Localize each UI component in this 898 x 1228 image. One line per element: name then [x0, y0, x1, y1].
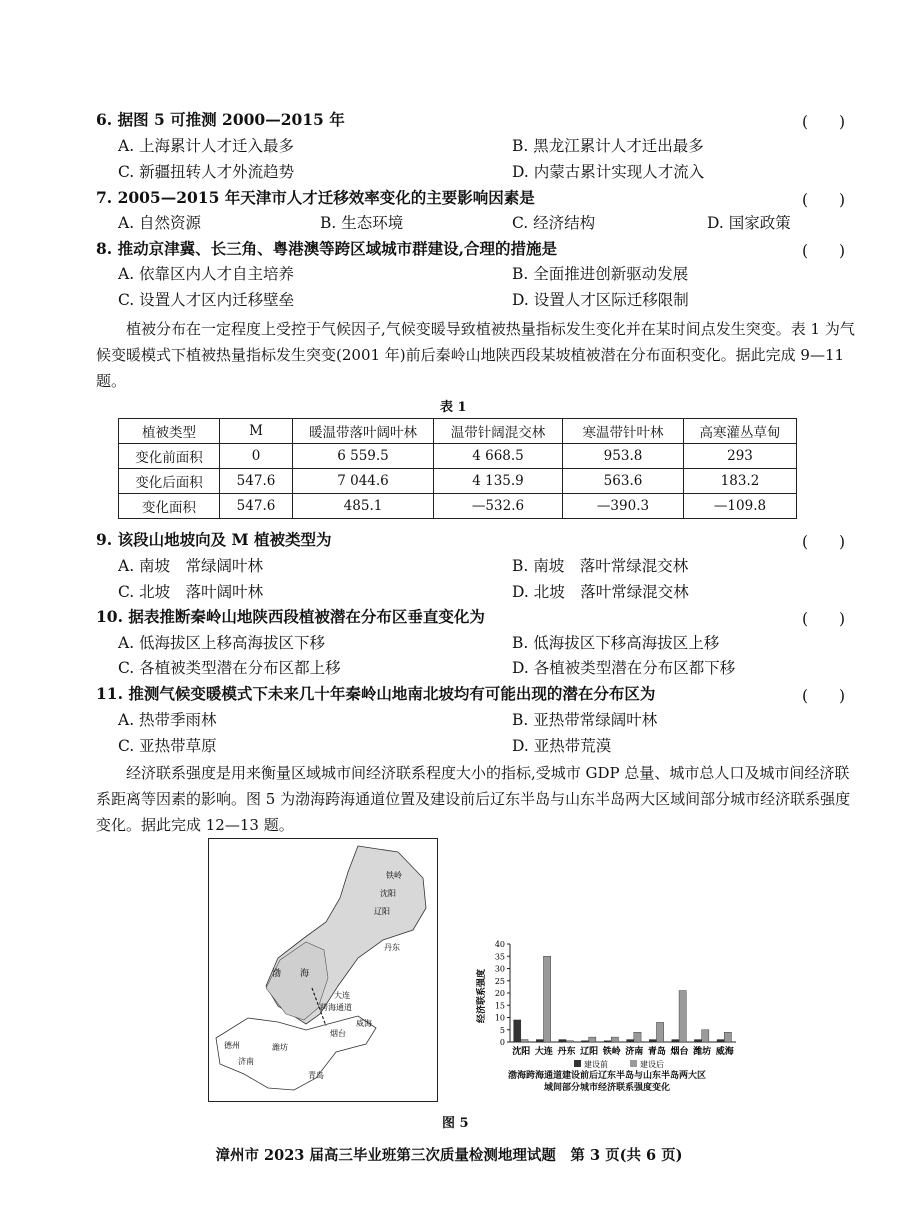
- map-label-qingdao: 青岛: [308, 1071, 324, 1080]
- table-cell: 4 668.5: [434, 444, 563, 469]
- table-header-cell: 植被类型: [119, 419, 220, 444]
- table-header-cell: M: [220, 419, 293, 444]
- map-label-jinan: 济南: [238, 1057, 254, 1066]
- table-cell: 563.6: [563, 469, 684, 494]
- chart-caption: 渤海跨海通道建设前后辽东半岛与山东半岛两大区域间部分城市经济联系强度变化: [507, 1071, 706, 1093]
- table-cell: 变化前面积: [119, 444, 220, 469]
- table-row: [119, 444, 797, 469]
- table-cell: 变化后面积: [119, 469, 220, 494]
- option-8b[interactable]: B. 全面推进创新驱动发展: [512, 265, 689, 283]
- table-cell: —532.6: [434, 494, 563, 519]
- option-7c[interactable]: C. 经济结构: [512, 214, 596, 232]
- chart-bar-before: [559, 1040, 566, 1042]
- chart-bar-before: [604, 1041, 611, 1042]
- option-6c[interactable]: C. 新疆扭转人才外流趋势: [118, 163, 295, 181]
- option-6d[interactable]: D. 内蒙古累计实现人才流入: [512, 163, 705, 181]
- chart-bar-before: [514, 1020, 521, 1042]
- vegetation-table: [118, 418, 797, 519]
- table-cell: 7 044.6: [293, 469, 434, 494]
- chart-x-label: 烟台: [670, 1047, 689, 1057]
- answer-paren-6[interactable]: ( ): [802, 113, 846, 131]
- table-cell: —109.8: [684, 494, 797, 519]
- table-header-cell: 高寒灌丛草甸: [684, 419, 797, 444]
- option-9b[interactable]: B. 南坡 落叶常绿混交林: [512, 557, 689, 575]
- question-7-stem: 7. 2005—2015 年天津市人才迁移效率变化的主要影响因素是: [96, 188, 535, 207]
- page-footer: 漳州市 2023 届高三毕业班第三次质量检测地理试题 第 3 页(共 6 页): [215, 1147, 683, 1164]
- chart-x-label: 青岛: [647, 1047, 666, 1057]
- table-cell: 547.6: [220, 469, 293, 494]
- option-9a[interactable]: A. 南坡 常绿阔叶林: [118, 557, 264, 575]
- chart-y-tick-label: 0: [499, 1038, 505, 1047]
- chart-bar-after: [611, 1037, 618, 1042]
- chart-x-label: 威海: [715, 1047, 734, 1057]
- map-label-tieling: 铁岭: [386, 871, 402, 880]
- option-10a[interactable]: A. 低海拔区上移高海拔区下移: [118, 634, 326, 652]
- map-label-hai: 海: [300, 969, 310, 979]
- option-10c[interactable]: C. 各植被类型潜在分布区都上移: [118, 659, 341, 677]
- option-8c[interactable]: C. 设置人才区内迁移壁垒: [118, 291, 295, 309]
- chart-y-tick-label: 20: [494, 989, 505, 998]
- chart-bar-after: [679, 991, 686, 1042]
- option-11d[interactable]: D. 亚热带荒漠: [512, 737, 612, 755]
- option-8d[interactable]: D. 设置人才区际迁移限制: [512, 291, 689, 309]
- chart-x-label: 沈阳: [512, 1047, 531, 1057]
- option-7b[interactable]: B. 生态环境: [320, 214, 404, 232]
- option-11c[interactable]: C. 亚热带草原: [118, 737, 217, 755]
- answer-paren-11[interactable]: ( ): [802, 687, 846, 705]
- chart-legend: [574, 1059, 664, 1069]
- chart-bar-before: [536, 1040, 543, 1042]
- map-label-liaoyang: 辽阳: [374, 907, 390, 916]
- answer-paren-9[interactable]: ( ): [802, 533, 846, 551]
- economic-link-chart: [470, 936, 744, 1106]
- chart-bar-after: [589, 1037, 596, 1042]
- chart-bar-after: [724, 1032, 731, 1042]
- question-6-stem: 6. 据图 5 可推测 2000—2015 年: [96, 110, 345, 129]
- table-row: [119, 494, 797, 519]
- map-label-weihai: 威海: [356, 1019, 372, 1028]
- chart-bar-after: [702, 1030, 709, 1042]
- chart-y-tick-label: 35: [494, 952, 505, 962]
- answer-paren-7[interactable]: ( ): [802, 191, 846, 209]
- chart-bar-after: [634, 1032, 641, 1042]
- chart-y-tick-label: 5: [499, 1025, 505, 1035]
- chart-bar-before: [649, 1040, 656, 1042]
- chart-bar-after: [566, 1041, 573, 1042]
- chart-x-label: 济南: [625, 1047, 644, 1057]
- table-cell: 6 559.5: [293, 444, 434, 469]
- table-cell: 4 135.9: [434, 469, 563, 494]
- chart-y-tick-label: 15: [494, 1001, 505, 1011]
- question-8-stem: 8. 推动京津冀、长三角、粤港澳等跨区域城市群建设,合理的措施是: [96, 239, 557, 258]
- option-11a[interactable]: A. 热带季雨林: [118, 711, 217, 729]
- map-label-weifang: 潍坊: [272, 1043, 288, 1052]
- chart-y-tick-label: 10: [494, 1013, 505, 1023]
- passage-vegetation: 植被分布在一定程度上受控于气候因子,气候变暖导致植被热量指标发生变化并在某时间点发生突变。表 1 为气候变暖模式下植被热量指标发生突变(2001 年)前后秦岭山地陕西段某坡植被潜在分布面积变化。据此完成 9—11 题。: [96, 320, 855, 390]
- map-label-dezhou: 德州: [224, 1041, 240, 1050]
- map-label-bo: 渤: [272, 969, 282, 979]
- table-cell: —390.3: [563, 494, 684, 519]
- option-9d[interactable]: D. 北坡 落叶常绿混交林: [512, 583, 689, 601]
- question-9-stem: 9. 该段山地坡向及 M 植被类型为: [96, 530, 332, 549]
- chart-bar-before: [694, 1040, 701, 1042]
- table-header-row: [119, 419, 797, 444]
- option-11b[interactable]: B. 亚热带常绿阔叶林: [512, 711, 658, 729]
- option-7d[interactable]: D. 国家政策: [707, 214, 791, 232]
- table-header-cell: 暖温带落叶阔叶林: [293, 419, 434, 444]
- chart-bar-after: [521, 1040, 528, 1042]
- table-cell: 变化面积: [119, 494, 220, 519]
- option-6b[interactable]: B. 黑龙江累计人才迁出最多: [512, 137, 704, 155]
- option-6a[interactable]: A. 上海累计人才迁入最多: [118, 137, 295, 155]
- figure-caption: 图 5: [442, 1116, 469, 1131]
- option-7a[interactable]: A. 自然资源: [118, 214, 202, 232]
- table-row: [119, 469, 797, 494]
- option-8a[interactable]: A. 依靠区内人才自主培养: [118, 265, 295, 283]
- chart-y-tick-label: 40: [494, 940, 505, 949]
- legend-swatch-after: [630, 1060, 637, 1067]
- map-label-tunnel: 跨海通道: [320, 1003, 352, 1012]
- chart-x-label: 潍坊: [693, 1047, 712, 1057]
- chart-bar-before: [717, 1040, 724, 1042]
- chart-x-label: 丹东: [557, 1047, 576, 1057]
- bohai-map: [208, 838, 438, 1102]
- question-10-stem: 10. 据表推断秦岭山地陕西段植被潜在分布区垂直变化为: [96, 607, 485, 626]
- table-cell: 485.1: [293, 494, 434, 519]
- map-label-dandong: 丹东: [384, 943, 400, 952]
- chart-x-label: 辽阳: [580, 1047, 599, 1057]
- option-10b[interactable]: B. 低海拔区下移高海拔区上移: [512, 634, 720, 652]
- map-label-yantai: 烟台: [330, 1029, 346, 1038]
- chart-y-tick-label: 30: [494, 964, 505, 974]
- legend-label-before: 建设前: [584, 1060, 608, 1069]
- option-9c[interactable]: C. 北坡 落叶阔叶林: [118, 583, 264, 601]
- answer-paren-10[interactable]: ( ): [802, 610, 846, 628]
- chart-bar-after: [656, 1022, 663, 1042]
- chart-x-label: 铁岭: [602, 1047, 621, 1057]
- chart-bar-before: [627, 1040, 634, 1042]
- chart-y-tick-label: 25: [494, 976, 505, 986]
- table-cell: 953.8: [563, 444, 684, 469]
- answer-paren-8[interactable]: ( ): [802, 242, 846, 260]
- chart-x-label: 大连: [534, 1047, 553, 1057]
- table-cell: 0: [220, 444, 293, 469]
- map-label-dalian: 大连: [334, 991, 350, 1000]
- chart-bar-before: [672, 1040, 679, 1042]
- chart-bar-after: [543, 956, 550, 1042]
- option-10d[interactable]: D. 各植被类型潜在分布区都下移: [512, 659, 736, 677]
- map-label-shenyang: 沈阳: [380, 889, 396, 898]
- chart-ylabel: 经济联系强度: [477, 968, 487, 1024]
- table-cell: 293: [684, 444, 797, 469]
- table-header-cell: 寒温带针叶林: [563, 419, 684, 444]
- table-header-cell: 温带针阔混交林: [434, 419, 563, 444]
- table-cell: 547.6: [220, 494, 293, 519]
- table-caption: 表 1: [440, 400, 467, 415]
- legend-swatch-before: [574, 1060, 581, 1067]
- legend-label-after: 建设后: [640, 1060, 664, 1069]
- table-cell: 183.2: [684, 469, 797, 494]
- passage-economic: 经济联系强度是用来衡量区域城市间经济联系程度大小的指标,受城市 GDP 总量、城市总人口及城市间经济联系距离等因素的影响。图 5 为渤海跨海通道位置及建设前后辽东半岛与山东半岛两大区域间部分城市经济联系强度变化。据此完成 12—13 题。: [96, 764, 851, 834]
- chart-bar-before: [581, 1041, 588, 1042]
- question-11-stem: 11. 推测气候变暖模式下未来几十年秦岭山地南北坡均有可能出现的潜在分布区为: [96, 684, 656, 703]
